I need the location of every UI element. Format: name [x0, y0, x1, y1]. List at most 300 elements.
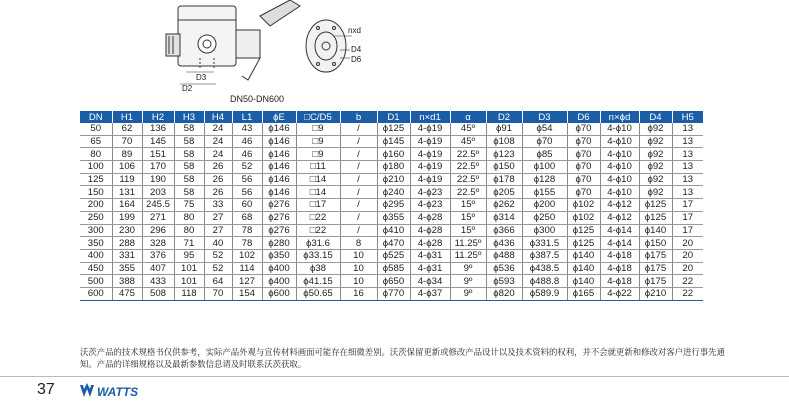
- table-cell: 4-ϕ10: [600, 135, 639, 148]
- column-header: D6: [567, 111, 600, 123]
- table-cell: 328: [142, 237, 174, 250]
- table-cell: 9º: [450, 262, 486, 275]
- table-cell: ϕ70: [567, 123, 600, 135]
- table-cell: 4-ϕ31: [410, 249, 450, 262]
- table-cell: 500: [80, 275, 112, 288]
- table-cell: ϕ400: [262, 262, 296, 275]
- table-cell: 80: [174, 224, 204, 237]
- table-cell: 26: [204, 161, 232, 174]
- table-cell: 119: [112, 173, 142, 186]
- table-row: [80, 287, 703, 300]
- table-cell: 50: [80, 123, 112, 135]
- table-cell: 58: [174, 186, 204, 199]
- table-cell: 52: [232, 161, 262, 174]
- table-cell: ϕ128: [522, 173, 567, 186]
- table-cell: ϕ438.5: [522, 262, 567, 275]
- table-cell: □14: [296, 173, 340, 186]
- table-cell: 154: [232, 287, 262, 300]
- table-cell: 52: [204, 262, 232, 275]
- column-header: H3: [174, 111, 204, 123]
- table-cell: 8: [340, 237, 377, 250]
- table-cell: 15º: [450, 224, 486, 237]
- table-cell: ϕ102: [567, 211, 600, 224]
- table-cell: ϕ525: [377, 249, 410, 262]
- table-cell: ϕ70: [567, 161, 600, 174]
- table-cell: 4-ϕ10: [600, 161, 639, 174]
- table-cell: 52: [204, 249, 232, 262]
- table-cell: 450: [80, 262, 112, 275]
- table-cell: □9: [296, 123, 340, 135]
- table-cell: 4-ϕ14: [600, 224, 639, 237]
- table-cell: 433: [142, 275, 174, 288]
- table-cell: 4-ϕ10: [600, 173, 639, 186]
- table-cell: ϕ92: [639, 135, 672, 148]
- table-cell: ϕ145: [377, 135, 410, 148]
- table-cell: 203: [142, 186, 174, 199]
- table-cell: 26: [204, 173, 232, 186]
- table-cell: 22: [672, 275, 703, 288]
- column-header: α: [450, 111, 486, 123]
- table-cell: 331: [112, 249, 142, 262]
- table-cell: 75: [174, 199, 204, 212]
- table-cell: 300: [80, 224, 112, 237]
- table-row: [80, 161, 703, 174]
- table-cell: ϕ125: [639, 211, 672, 224]
- table-cell: 20: [672, 237, 703, 250]
- table-cell: 9º: [450, 275, 486, 288]
- table-cell: 24: [204, 135, 232, 148]
- table-cell: 4-ϕ18: [600, 262, 639, 275]
- table-cell: ϕ146: [262, 135, 296, 148]
- table-cell: 95: [174, 249, 204, 262]
- table-cell: ϕ165: [567, 287, 600, 300]
- disclaimer-note: 沃茨产品的技术规格书仅供参考，实际产品外观与宣传材料画面可能存在细微差别。沃茨保留更新或修改产品设计以及技术资料的权利，并不会就更新和修改对客户进行事先通知。产品的详细规格以及最新参数信息请及时联系沃茨获取。: [80, 347, 725, 369]
- table-cell: □14: [296, 186, 340, 199]
- table-cell: 27: [204, 224, 232, 237]
- table-cell: ϕ150: [486, 161, 522, 174]
- table-cell: □17: [296, 199, 340, 212]
- table-cell: ϕ125: [567, 224, 600, 237]
- table-cell: 15º: [450, 211, 486, 224]
- table-cell: /: [340, 224, 377, 237]
- table-cell: 4-ϕ28: [410, 224, 450, 237]
- table-cell: 58: [174, 123, 204, 135]
- table-cell: ϕ488: [486, 249, 522, 262]
- table-cell: 4-ϕ12: [600, 211, 639, 224]
- column-header: D4: [639, 111, 672, 123]
- table-cell: /: [340, 135, 377, 148]
- table-cell: 125: [80, 173, 112, 186]
- dimension-table: [80, 111, 703, 301]
- table-cell: 80: [80, 148, 112, 161]
- table-cell: ϕ436: [486, 237, 522, 250]
- table-cell: ϕ70: [522, 135, 567, 148]
- table-cell: ϕ146: [262, 123, 296, 135]
- table-cell: 62: [112, 123, 142, 135]
- table-cell: ϕ536: [486, 262, 522, 275]
- table-cell: 13: [672, 186, 703, 199]
- table-row: [80, 173, 703, 186]
- table-cell: 199: [112, 211, 142, 224]
- table-cell: 80: [174, 211, 204, 224]
- table-cell: /: [340, 123, 377, 135]
- table-cell: 4-ϕ19: [410, 123, 450, 135]
- table-cell: ϕ31.6: [296, 237, 340, 250]
- table-cell: ϕ210: [377, 173, 410, 186]
- column-header: n×ϕd: [600, 111, 639, 123]
- table-cell: 376: [142, 249, 174, 262]
- table-cell: ϕ92: [639, 148, 672, 161]
- table-cell: ϕ92: [639, 186, 672, 199]
- table-cell: 27: [204, 211, 232, 224]
- table-cell: ϕ240: [377, 186, 410, 199]
- table-cell: 350: [80, 237, 112, 250]
- table-cell: 11.25º: [450, 249, 486, 262]
- table-cell: 11.25º: [450, 237, 486, 250]
- table-cell: ϕ108: [486, 135, 522, 148]
- dim-nxd-label: nxd: [348, 26, 361, 35]
- column-header: b: [340, 111, 377, 123]
- table-cell: ϕ350: [262, 249, 296, 262]
- table-cell: ϕ140: [567, 275, 600, 288]
- table-cell: ϕ589.9: [522, 287, 567, 300]
- column-header: D2: [486, 111, 522, 123]
- table-cell: 78: [232, 237, 262, 250]
- table-row: [80, 123, 703, 135]
- table-cell: 4-ϕ23: [410, 186, 450, 199]
- table-row: [80, 135, 703, 148]
- table-cell: ϕ175: [639, 262, 672, 275]
- table-cell: 10: [340, 249, 377, 262]
- column-header: H2: [142, 111, 174, 123]
- table-cell: 145: [142, 135, 174, 148]
- table-cell: 250: [80, 211, 112, 224]
- svg-text:WATTS: WATTS: [97, 385, 139, 399]
- table-cell: ϕ355: [377, 211, 410, 224]
- table-cell: /: [340, 161, 377, 174]
- table-cell: ϕ125: [377, 123, 410, 135]
- table-cell: 400: [80, 249, 112, 262]
- table-cell: 4-ϕ19: [410, 135, 450, 148]
- table-cell: 70: [112, 135, 142, 148]
- table-cell: ϕ70: [567, 173, 600, 186]
- table-cell: ϕ387.5: [522, 249, 567, 262]
- table-cell: ϕ300: [522, 224, 567, 237]
- table-cell: 33: [204, 199, 232, 212]
- table-cell: ϕ70: [567, 135, 600, 148]
- watts-logo: [80, 383, 152, 399]
- table-row: [80, 249, 703, 262]
- table-cell: 4-ϕ34: [410, 275, 450, 288]
- table-cell: 58: [174, 148, 204, 161]
- table-cell: ϕ92: [639, 173, 672, 186]
- table-cell: 71: [174, 237, 204, 250]
- valve-technical-drawing: [150, 0, 390, 92]
- table-cell: 56: [232, 173, 262, 186]
- table-cell: 58: [174, 135, 204, 148]
- table-row: [80, 275, 703, 288]
- table-cell: 200: [80, 199, 112, 212]
- table-cell: ϕ180: [377, 161, 410, 174]
- table-row: [80, 262, 703, 275]
- table-cell: 136: [142, 123, 174, 135]
- table-cell: 271: [142, 211, 174, 224]
- column-header: ϕE: [262, 111, 296, 123]
- table-cell: 4-ϕ18: [600, 275, 639, 288]
- table-cell: 20: [672, 262, 703, 275]
- table-cell: 17: [672, 224, 703, 237]
- table-cell: 40: [204, 237, 232, 250]
- table-cell: ϕ140: [567, 262, 600, 275]
- table-cell: 24: [204, 123, 232, 135]
- table-cell: ϕ100: [522, 161, 567, 174]
- table-row: [80, 186, 703, 199]
- table-cell: 100: [80, 161, 112, 174]
- table-cell: 15º: [450, 199, 486, 212]
- table-cell: 45º: [450, 123, 486, 135]
- table-cell: ϕ92: [639, 123, 672, 135]
- table-cell: ϕ593: [486, 275, 522, 288]
- table-cell: ϕ178: [486, 173, 522, 186]
- table-cell: 22.5º: [450, 161, 486, 174]
- table-cell: 46: [232, 135, 262, 148]
- table-cell: ϕ160: [377, 148, 410, 161]
- table-cell: ϕ470: [377, 237, 410, 250]
- table-cell: 4-ϕ22: [600, 287, 639, 300]
- table-cell: 127: [232, 275, 262, 288]
- table-cell: □9: [296, 148, 340, 161]
- table-cell: 355: [112, 262, 142, 275]
- dim-d3-label: D3: [196, 73, 207, 82]
- table-cell: 9º: [450, 287, 486, 300]
- table-cell: ϕ125: [639, 199, 672, 212]
- table-cell: 58: [174, 161, 204, 174]
- table-cell: ϕ276: [262, 199, 296, 212]
- table-cell: 10: [340, 262, 377, 275]
- table-cell: /: [340, 199, 377, 212]
- column-header: □C/D5: [296, 111, 340, 123]
- table-cell: 170: [142, 161, 174, 174]
- table-header-row: [80, 111, 703, 123]
- column-header: D3: [522, 111, 567, 123]
- table-cell: ϕ140: [639, 224, 672, 237]
- table-cell: 190: [142, 173, 174, 186]
- drawing-caption: DN50-DN600: [230, 94, 285, 104]
- table-cell: □11: [296, 161, 340, 174]
- table-cell: 68: [232, 211, 262, 224]
- table-cell: ϕ85: [522, 148, 567, 161]
- table-cell: ϕ205: [486, 186, 522, 199]
- table-cell: ϕ92: [639, 161, 672, 174]
- table-cell: 4-ϕ19: [410, 161, 450, 174]
- valve-side-view: [166, 0, 300, 80]
- table-cell: 20: [672, 249, 703, 262]
- table-cell: 4-ϕ31: [410, 262, 450, 275]
- table-cell: ϕ585: [377, 262, 410, 275]
- table-cell: 118: [174, 287, 204, 300]
- table-cell: 10: [340, 275, 377, 288]
- table-cell: 4-ϕ28: [410, 237, 450, 250]
- table-cell: 22: [672, 287, 703, 300]
- table-cell: ϕ125: [567, 237, 600, 250]
- table-cell: □22: [296, 211, 340, 224]
- table-cell: ϕ140: [567, 249, 600, 262]
- table-cell: 4-ϕ10: [600, 123, 639, 135]
- table-cell: 22.5º: [450, 148, 486, 161]
- table-cell: 16: [340, 287, 377, 300]
- table-cell: ϕ295: [377, 199, 410, 212]
- table-cell: 4-ϕ19: [410, 148, 450, 161]
- table-cell: ϕ50.65: [296, 287, 340, 300]
- table-cell: 89: [112, 148, 142, 161]
- table-cell: 60: [232, 199, 262, 212]
- table-cell: 508: [142, 287, 174, 300]
- table-cell: 288: [112, 237, 142, 250]
- page-number: 37: [37, 381, 55, 398]
- table-cell: ϕ175: [639, 275, 672, 288]
- table-cell: 43: [232, 123, 262, 135]
- table-cell: ϕ262: [486, 199, 522, 212]
- table-cell: ϕ770: [377, 287, 410, 300]
- column-header: n×d1: [410, 111, 450, 123]
- table-row: [80, 237, 703, 250]
- table-cell: 24: [204, 148, 232, 161]
- table-cell: ϕ488.8: [522, 275, 567, 288]
- table-cell: 13: [672, 123, 703, 135]
- table-cell: 388: [112, 275, 142, 288]
- table-cell: ϕ250: [522, 211, 567, 224]
- table-cell: 230: [112, 224, 142, 237]
- table-cell: ϕ41.15: [296, 275, 340, 288]
- table-cell: 78: [232, 224, 262, 237]
- table-cell: 56: [232, 186, 262, 199]
- table-cell: ϕ38: [296, 262, 340, 275]
- table-cell: ϕ820: [486, 287, 522, 300]
- table-cell: 4-ϕ14: [600, 237, 639, 250]
- table-cell: /: [340, 211, 377, 224]
- table-cell: ϕ366: [486, 224, 522, 237]
- table-cell: 4-ϕ12: [600, 199, 639, 212]
- column-header: L1: [232, 111, 262, 123]
- column-header: DN: [80, 111, 112, 123]
- table-cell: 46: [232, 148, 262, 161]
- table-cell: ϕ146: [262, 186, 296, 199]
- column-header: H4: [204, 111, 232, 123]
- table-cell: 150: [80, 186, 112, 199]
- table-cell: 65: [80, 135, 112, 148]
- table-cell: 4-ϕ23: [410, 199, 450, 212]
- table-cell: 17: [672, 211, 703, 224]
- table-cell: ϕ33.15: [296, 249, 340, 262]
- table-cell: ϕ276: [262, 224, 296, 237]
- table-cell: ϕ276: [262, 211, 296, 224]
- table-row: [80, 148, 703, 161]
- table-row: [80, 211, 703, 224]
- table-cell: ϕ210: [639, 287, 672, 300]
- table-cell: ϕ650: [377, 275, 410, 288]
- table-cell: 4-ϕ18: [600, 249, 639, 262]
- table-cell: 151: [142, 148, 174, 161]
- flange-top-view: [306, 20, 346, 72]
- table-cell: 22.5º: [450, 186, 486, 199]
- table-cell: 4-ϕ28: [410, 211, 450, 224]
- column-header: H1: [112, 111, 142, 123]
- table-cell: 70: [204, 287, 232, 300]
- table-cell: ϕ331.5: [522, 237, 567, 250]
- table-cell: □22: [296, 224, 340, 237]
- table-cell: 13: [672, 135, 703, 148]
- table-cell: ϕ146: [262, 148, 296, 161]
- column-header: D1: [377, 111, 410, 123]
- table-cell: ϕ200: [522, 199, 567, 212]
- table-cell: 164: [112, 199, 142, 212]
- table-cell: 101: [174, 262, 204, 275]
- table-cell: /: [340, 186, 377, 199]
- table-cell: /: [340, 148, 377, 161]
- table-row: [80, 199, 703, 212]
- table-cell: 4-ϕ10: [600, 186, 639, 199]
- table-cell: 296: [142, 224, 174, 237]
- table-cell: 131: [112, 186, 142, 199]
- table-cell: ϕ123: [486, 148, 522, 161]
- table-cell: 245.5: [142, 199, 174, 212]
- table-cell: 102: [232, 249, 262, 262]
- table-cell: 22.5º: [450, 173, 486, 186]
- table-cell: ϕ70: [567, 186, 600, 199]
- table-cell: 475: [112, 287, 142, 300]
- dim-d2-label: D2: [182, 84, 193, 92]
- dim-d4-label: D4: [351, 45, 362, 54]
- table-cell: 13: [672, 148, 703, 161]
- table-cell: 407: [142, 262, 174, 275]
- table-cell: 26: [204, 186, 232, 199]
- table-cell: ϕ146: [262, 173, 296, 186]
- table-cell: 17: [672, 199, 703, 212]
- table-cell: ϕ280: [262, 237, 296, 250]
- table-cell: 45º: [450, 135, 486, 148]
- table-cell: 64: [204, 275, 232, 288]
- table-cell: □9: [296, 135, 340, 148]
- table-cell: 114: [232, 262, 262, 275]
- table-cell: ϕ155: [522, 186, 567, 199]
- table-cell: ϕ54: [522, 123, 567, 135]
- footer-divider: [0, 376, 789, 377]
- table-cell: ϕ400: [262, 275, 296, 288]
- table-cell: ϕ410: [377, 224, 410, 237]
- table-cell: 4-ϕ37: [410, 287, 450, 300]
- table-cell: 4-ϕ19: [410, 173, 450, 186]
- table-cell: 4-ϕ10: [600, 148, 639, 161]
- table-cell: ϕ175: [639, 249, 672, 262]
- table-cell: 13: [672, 173, 703, 186]
- table-cell: 600: [80, 287, 112, 300]
- table-cell: ϕ91: [486, 123, 522, 135]
- table-cell: 106: [112, 161, 142, 174]
- column-header: H5: [672, 111, 703, 123]
- table-cell: ϕ314: [486, 211, 522, 224]
- table-cell: ϕ150: [639, 237, 672, 250]
- table-cell: 101: [174, 275, 204, 288]
- table-row: [80, 224, 703, 237]
- dim-d6-label: D6: [351, 55, 362, 64]
- table-cell: ϕ146: [262, 161, 296, 174]
- table-cell: ϕ102: [567, 199, 600, 212]
- table-cell: 13: [672, 161, 703, 174]
- table-cell: ϕ70: [567, 148, 600, 161]
- table-cell: /: [340, 173, 377, 186]
- table-cell: 58: [174, 173, 204, 186]
- table-cell: ϕ600: [262, 287, 296, 300]
